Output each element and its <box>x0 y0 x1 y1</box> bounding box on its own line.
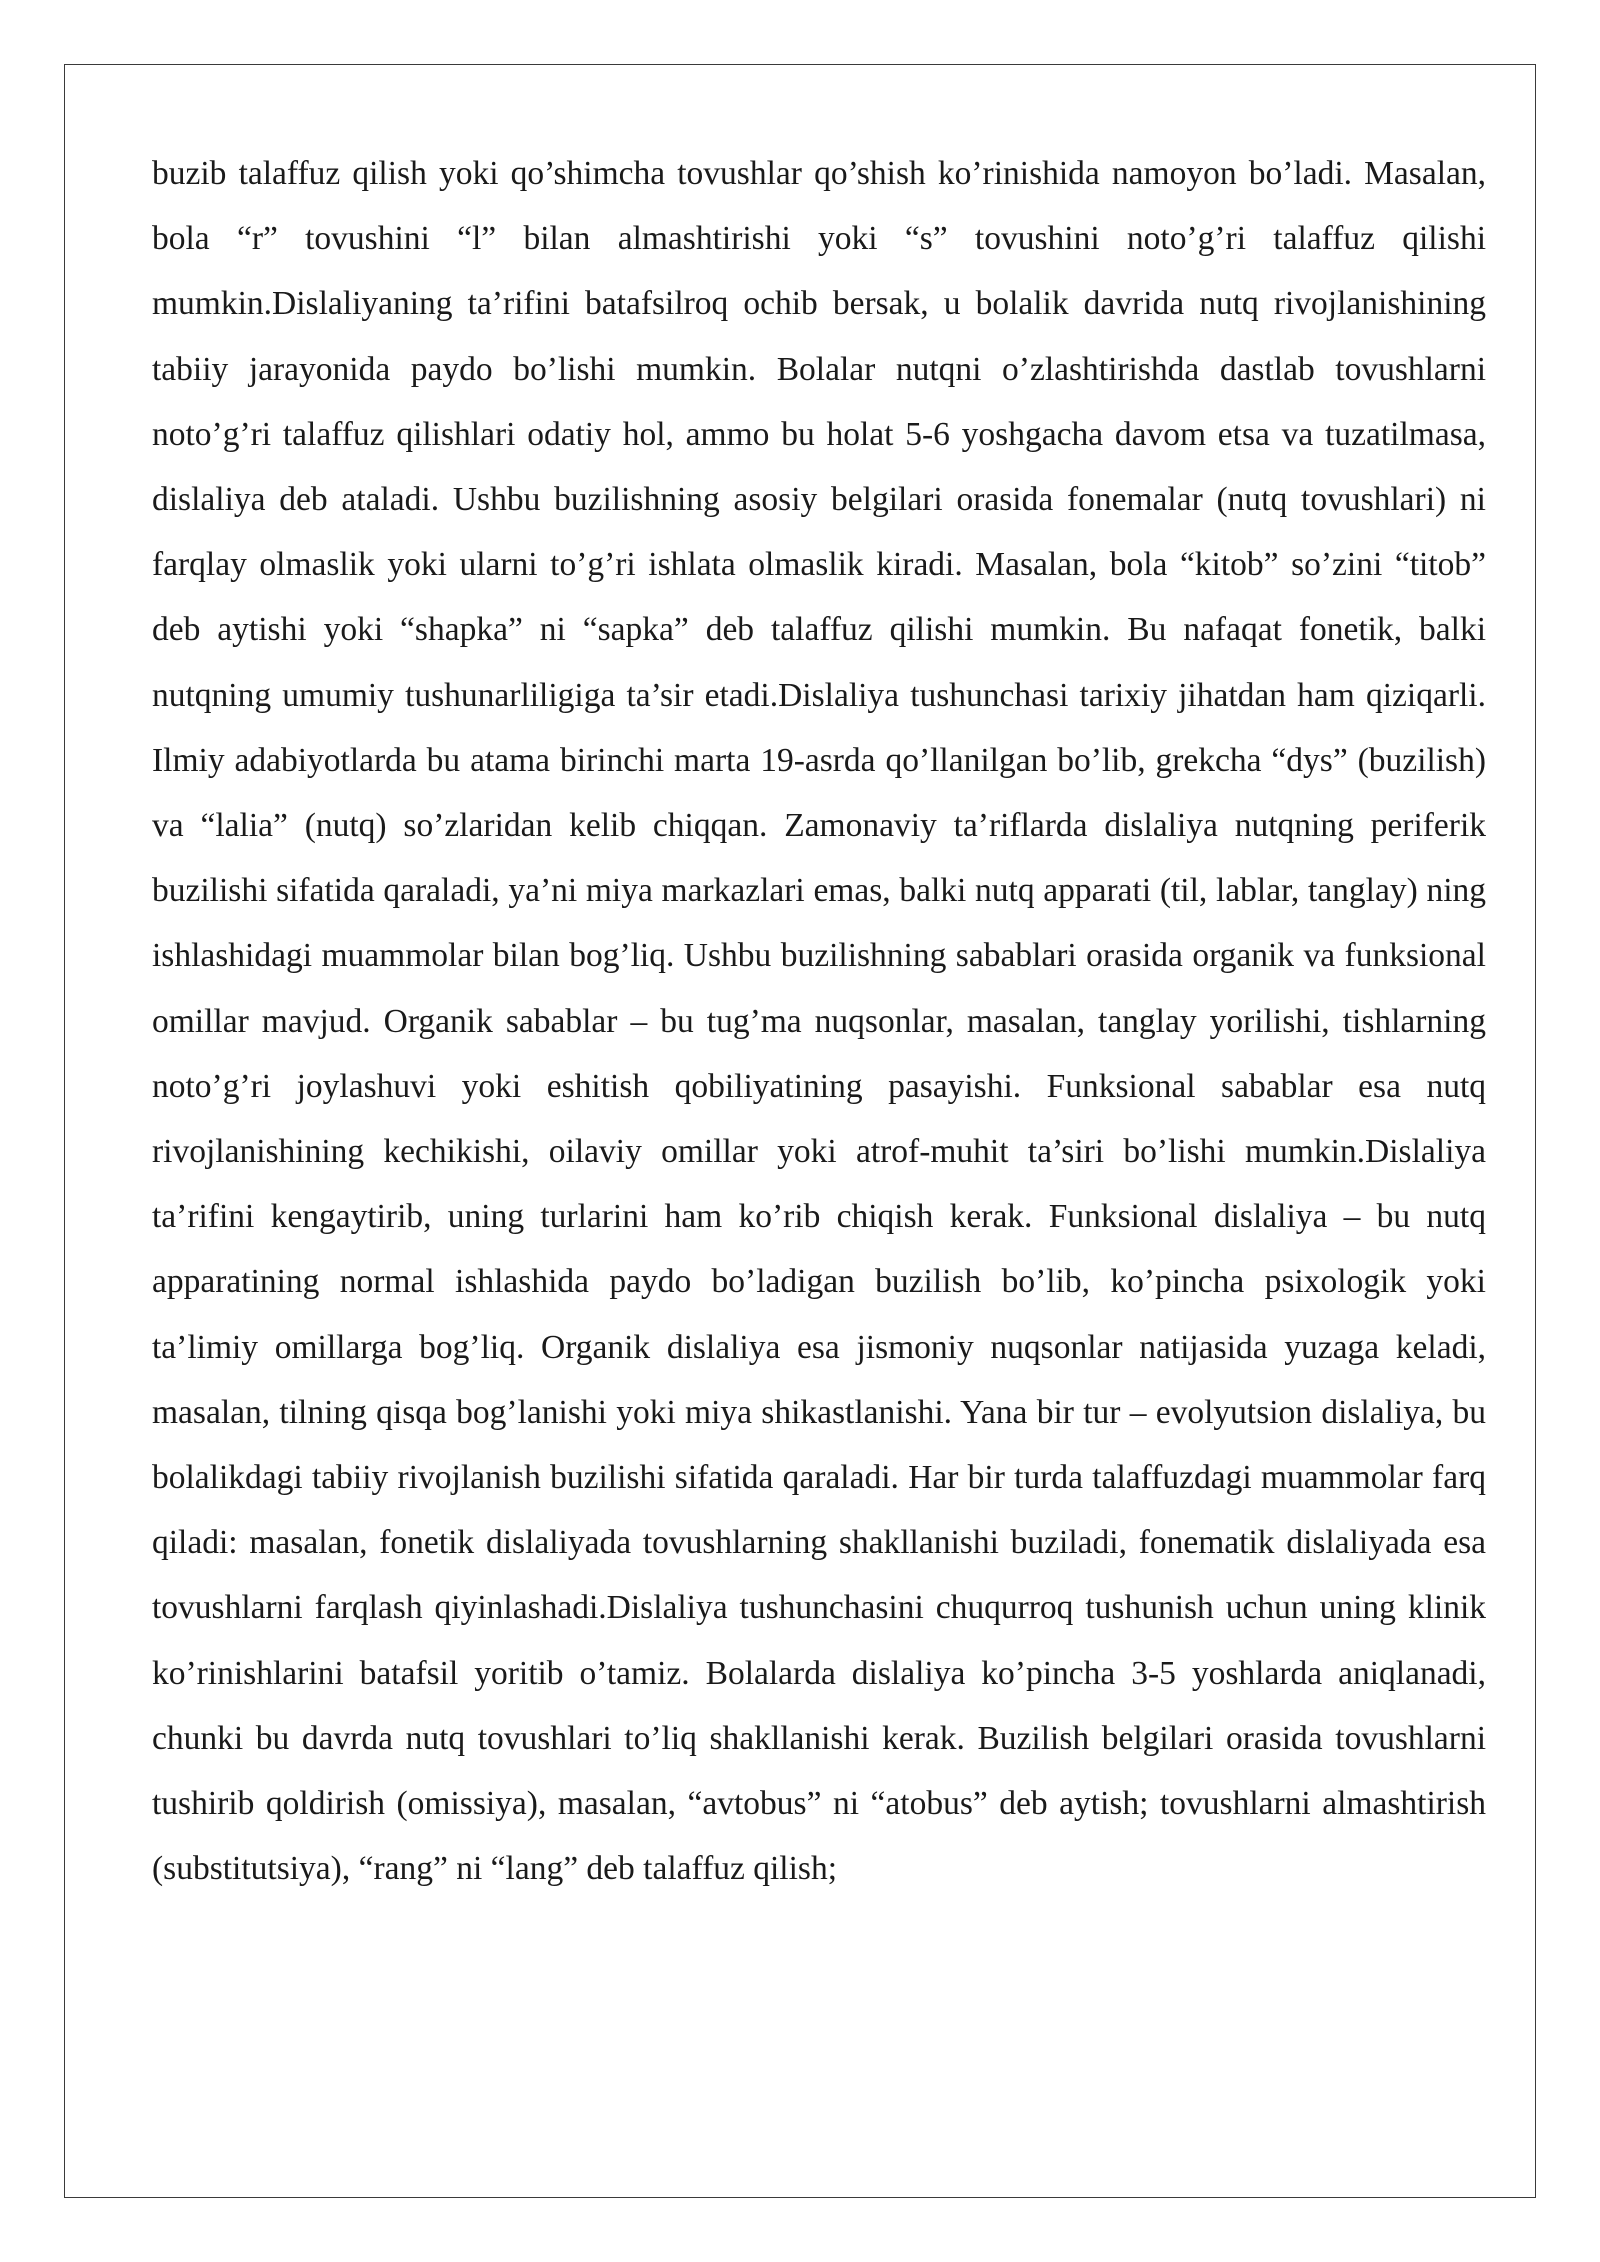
document-body <box>152 141 1486 1901</box>
body-paragraph: buzib talaffuz qilish yoki qo’shimcha tovushlar qo’shish ko’rinishida namoyon bo’ladi. Masalan, bola “r” tovushini “l” bilan almashtirishi yoki “s” tovushini noto’g’ri talaffuz qilishi mumkin.Dislaliyaning ta’rifini batafsilroq ochib bersak, u bolalik davrida nutq rivojlanishining tabiiy jarayonida paydo bo’lishi mumkin. Bolalar nutqni o’zlashtirishda dastlab tovushlarni noto’g’ri talaffuz qilishlari odatiy hol, ammo bu holat 5-6 yoshgacha davom etsa va tuzatilmasa, dislaliya deb ataladi. Ushbu buzilishning asosiy belgilari orasida fonemalar (nutq tovushlari) ni farqlay olmaslik yoki ularni to’g’ri ishlata olmaslik kiradi. Masalan, bola “kitob” so’zini “titob” deb aytishi yoki “shapka” ni “sapka” deb talaffuz qilishi mumkin. Bu nafaqat fonetik, balki nutqning umumiy tushunarliligiga ta’sir etadi.Dislaliya tushunchasi tarixiy jihatdan ham qiziqarli. Ilmiy adabiyotlarda bu atama birinchi marta 19-asrda qo’llanilgan bo’lib, grekcha “dys” (buzilish) va “lalia” (nutq) so’zlaridan kelib chiqqan. Zamonaviy ta’riflarda dislaliya nutqning periferik buzilishi sifatida qaraladi, ya’ni miya markazlari emas, balki nutq apparati (til, lablar, tanglay) ning ishlashidagi muammolar bilan bog’liq. Ushbu buzilishning sabablari orasida organik va funksional omillar mavjud. Organik sabablar – bu tug’ma nuqsonlar, masalan, tanglay yorilishi, tishlarning noto’g’ri joylashuvi yoki eshitish qobiliyatining pasayishi. Funksional sabablar esa nutq rivojlanishining kechikishi, oilaviy omillar yoki atrof-muhit ta’siri bo’lishi mumkin.Dislaliya ta’rifini kengaytirib, uning turlarini ham ko’rib chiqish kerak. Funksional dislaliya – bu nutq apparatining normal ishlashida paydo bo’ladigan buzilish bo’lib, ko’pincha psixologik yoki ta’limiy omillarga bog’liq. Organik dislaliya esa jismoniy nuqsonlar natijasida yuzaga keladi, masalan, tilning qisqa bog’lanishi yoki miya shikastlanishi. Yana bir tur – evolyutsion dislaliya, bu bolalikdagi tabiiy rivojlanish buzilishi sifatida qaraladi. Har bir turda talaffuzdagi muammolar farq qiladi: masalan, fonetik dislaliyada tovushlarning shakllanishi buziladi, fonematik dislaliyada esa tovushlarni farqlash qiyinlashadi.Dislaliya tushunchasini chuqurroq tushunish uchun uning klinik ko’rinishlarini batafsil yoritib o’tamiz. Bolalarda dislaliya ko’pincha 3-5 yoshlarda aniqlanadi, chunki bu davrda nutq tovushlari to’liq shakllanishi kerak. Buzilish belgilari orasida tovushlarni tushirib qoldirish (omissiya), masalan, “avtobus” ni “atobus” deb aytish; tovushlarni almashtirish (substitutsiya), “rang” ni “lang” deb talaffuz qilish; <box>152 155 1486 1888</box>
